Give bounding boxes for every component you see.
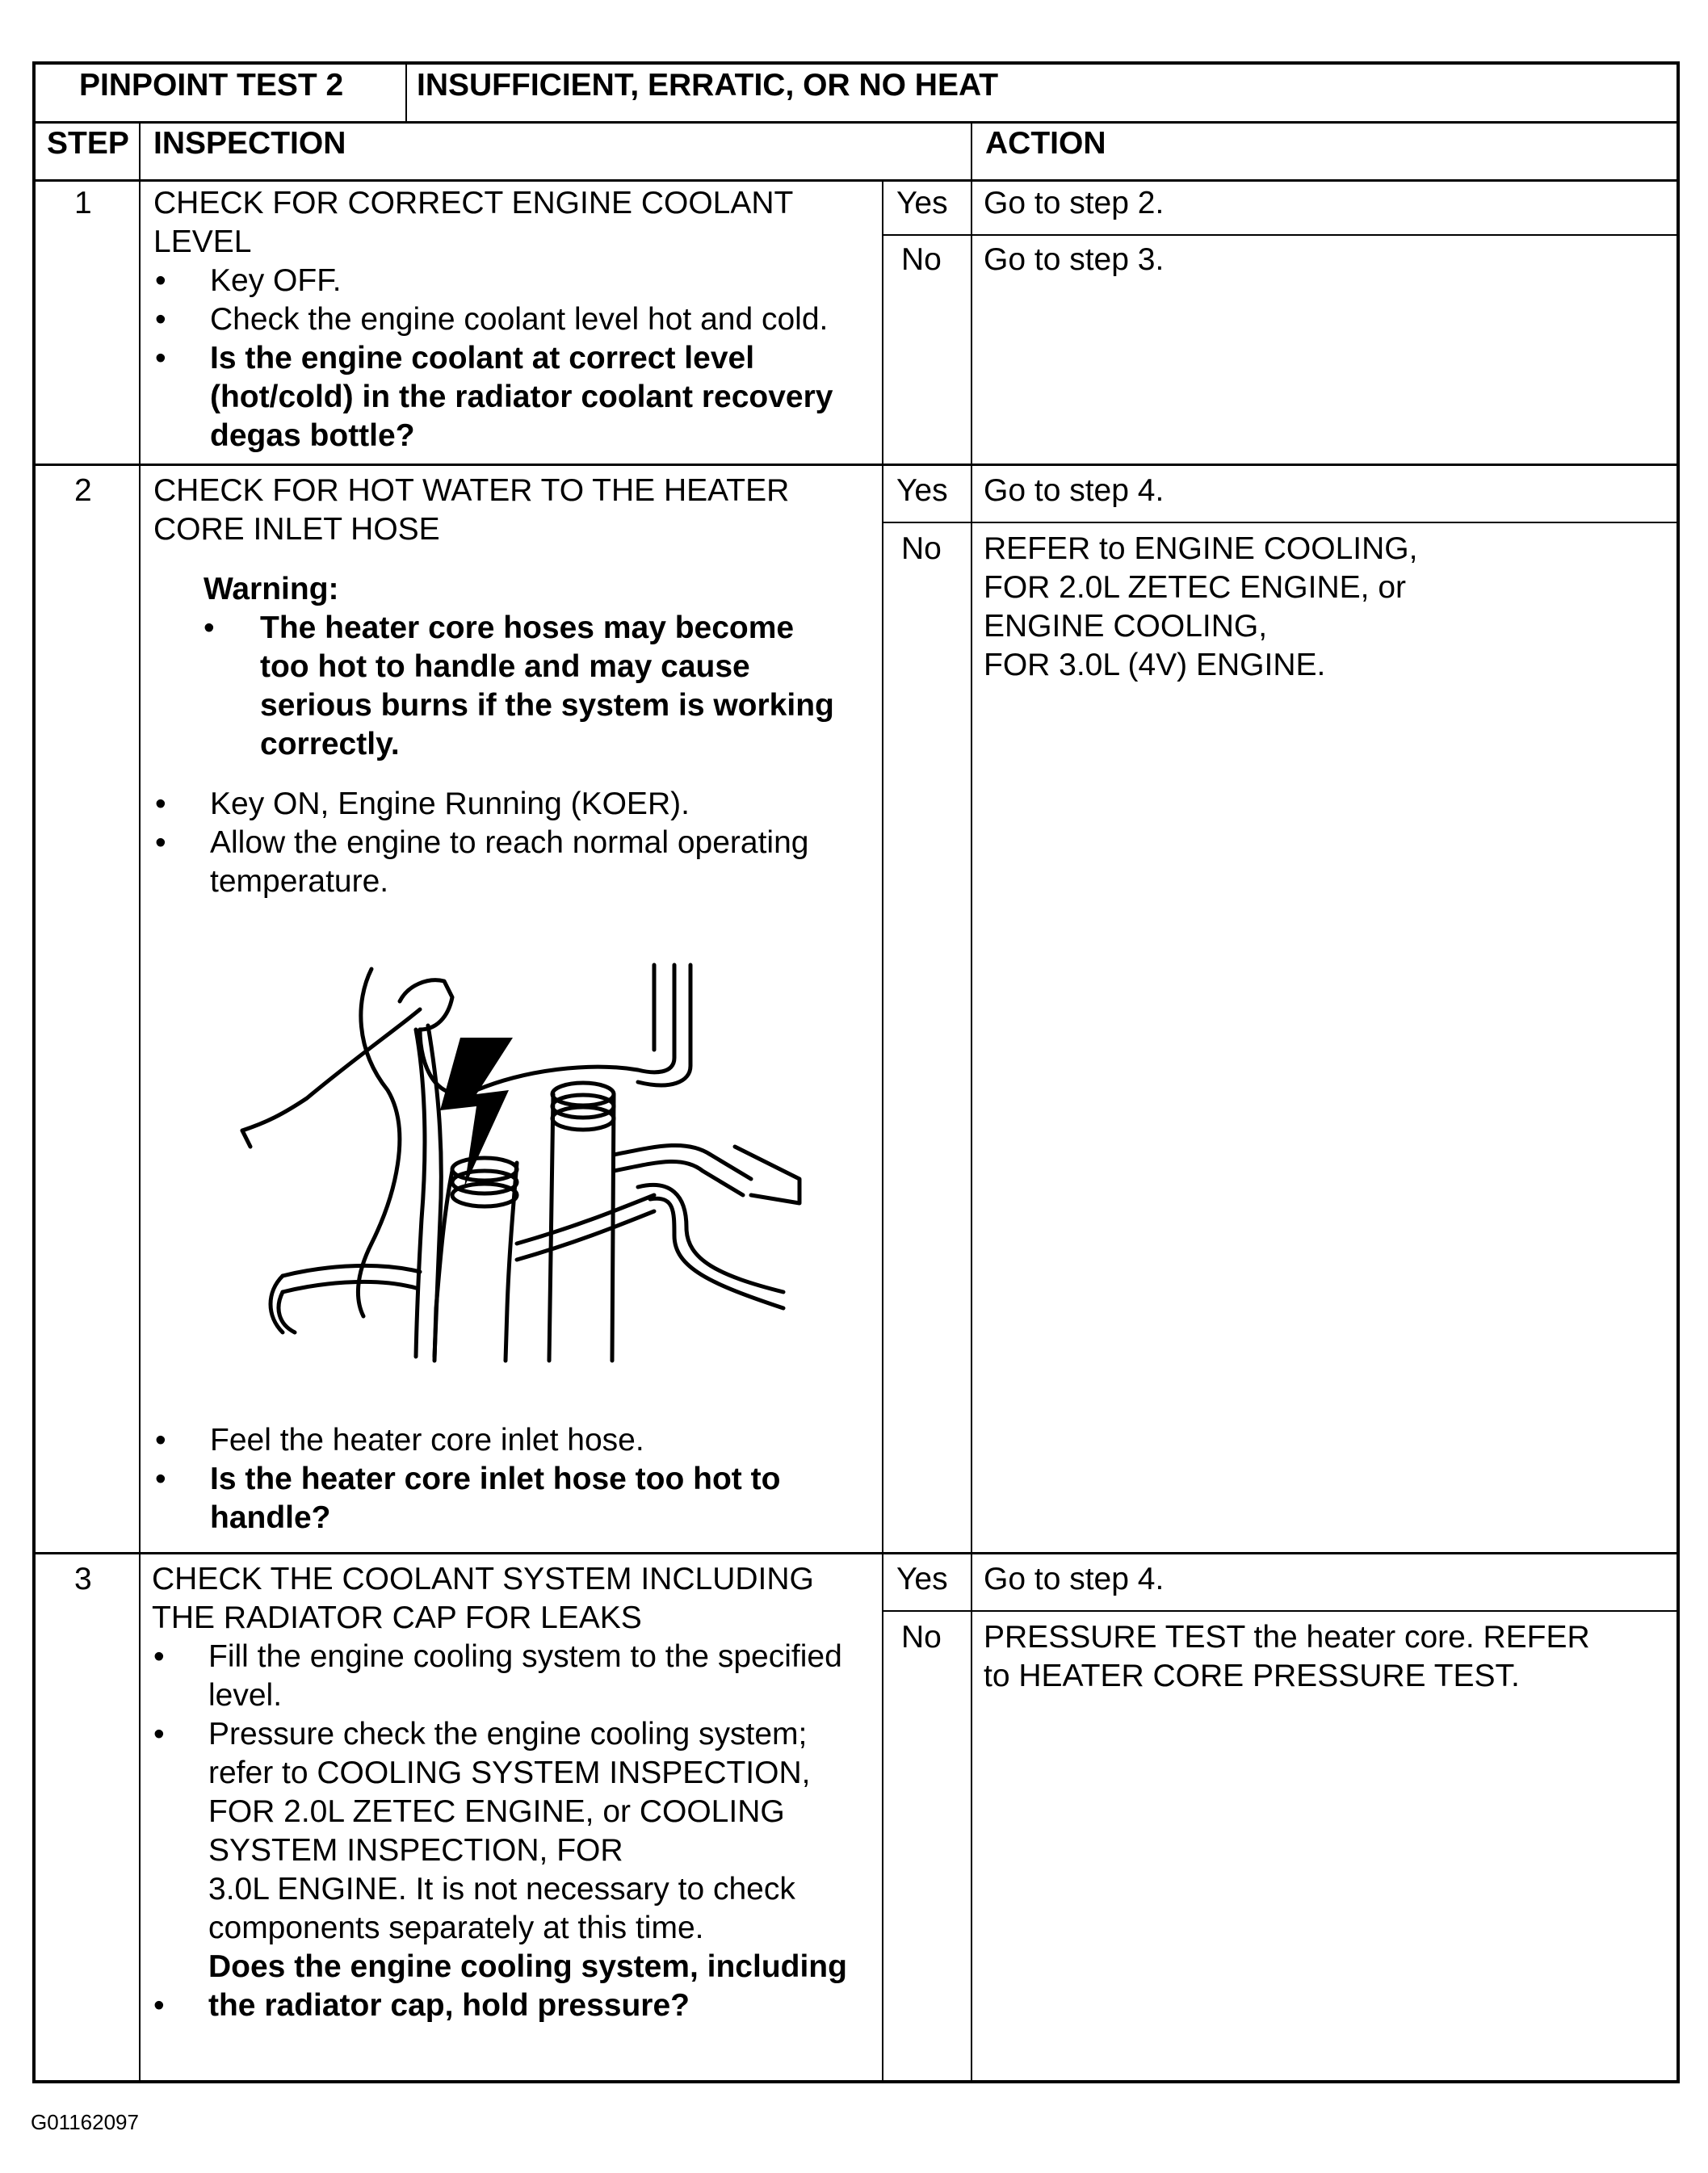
- bullet-text: Feel the heater core inlet hose.: [210, 1423, 644, 1458]
- warning-label: Warning:: [204, 572, 339, 606]
- step-title-line: THE RADIATOR CAP FOR LEAKS: [152, 1600, 642, 1635]
- step2-yes-rule: [882, 522, 1680, 523]
- no-label: No: [901, 531, 942, 566]
- bullet-icon: •: [155, 341, 166, 375]
- test-label: PINPOINT TEST 2: [79, 68, 344, 103]
- yes-action: Go to step 4.: [984, 1562, 1165, 1596]
- bullet-icon: •: [153, 1639, 165, 1674]
- bullet-icon: •: [155, 787, 166, 821]
- yes-action: Go to step 4.: [984, 473, 1165, 508]
- step2-bottom-rule: [36, 1552, 1680, 1554]
- no-label: No: [901, 242, 942, 277]
- yes-label: Yes: [896, 186, 948, 220]
- no-action: ENGINE COOLING,: [984, 609, 1268, 644]
- bullet-text: Allow the engine to reach normal operating: [210, 825, 809, 860]
- bullet-text: Fill the engine cooling system to the specified: [208, 1639, 842, 1674]
- step-number: 3: [74, 1562, 92, 1596]
- bullet-text-question: Is the heater core inlet hose too hot to: [210, 1462, 781, 1496]
- step-title-line: CHECK FOR HOT WATER TO THE HEATER: [153, 473, 790, 508]
- bullet-text: level.: [208, 1678, 283, 1713]
- question-text: the radiator cap, hold pressure?: [208, 1988, 690, 2023]
- bullet-icon: •: [153, 1988, 165, 2023]
- step-title-line: CORE INLET HOSE: [153, 512, 440, 547]
- bullet-text: Pressure check the engine cooling system;: [208, 1717, 808, 1751]
- step1-yes-rule: [882, 234, 1680, 236]
- col-action-header: ACTION: [985, 126, 1106, 161]
- yes-label: Yes: [896, 473, 948, 508]
- bullet-icon: •: [153, 1717, 165, 1751]
- warning-text: serious burns if the system is working: [260, 688, 834, 723]
- no-action: Go to step 3.: [984, 242, 1165, 277]
- warning-text: correctly.: [260, 727, 400, 761]
- step-title-line: CHECK THE COOLANT SYSTEM INCLUDING: [152, 1562, 814, 1596]
- no-action: to HEATER CORE PRESSURE TEST.: [984, 1659, 1520, 1693]
- header-rule: [36, 121, 1680, 124]
- yes-action: Go to step 2.: [984, 186, 1165, 220]
- warning-text: The heater core hoses may become: [260, 610, 795, 645]
- test-title: INSUFFICIENT, ERRATIC, OR NO HEAT: [417, 68, 999, 103]
- step-number: 2: [74, 473, 92, 508]
- step-column-rule: [139, 121, 141, 2083]
- no-action: PRESSURE TEST the heater core. REFER: [984, 1620, 1590, 1655]
- warning-text: too hot to handle and may cause: [260, 649, 750, 684]
- bullet-icon: •: [155, 1462, 166, 1496]
- bullet-text-question: degas bottle?: [210, 418, 415, 453]
- step-title-line: CHECK FOR CORRECT ENGINE COOLANT: [153, 186, 794, 220]
- heater-hose-illustration: [234, 953, 816, 1373]
- no-action: FOR 3.0L (4V) ENGINE.: [984, 648, 1326, 682]
- action-column-rule: [971, 121, 972, 2083]
- bullet-icon: •: [155, 1423, 166, 1458]
- bullet-text: temperature.: [210, 864, 389, 899]
- bullet-text: components separately at this time.: [208, 1911, 704, 1945]
- bullet-icon: •: [155, 263, 166, 298]
- no-label: No: [901, 1620, 942, 1655]
- bullet-text: Key ON, Engine Running (KOER).: [210, 787, 690, 821]
- bullet-text-question: (hot/cold) in the radiator coolant recovery: [210, 380, 833, 414]
- yes-label: Yes: [896, 1562, 948, 1596]
- step1-bottom-rule: [36, 464, 1680, 466]
- bullet-text: SYSTEM INSPECTION, FOR: [208, 1833, 623, 1868]
- step3-yes-rule: [882, 1610, 1680, 1612]
- col-inspection-header: INSPECTION: [153, 126, 346, 161]
- step-title-line: LEVEL: [153, 224, 252, 259]
- bullet-text-question: handle?: [210, 1500, 331, 1535]
- no-action: REFER to ENGINE COOLING,: [984, 531, 1418, 566]
- bullet-text: refer to COOLING SYSTEM INSPECTION,: [208, 1756, 811, 1790]
- bullet-icon: •: [155, 302, 166, 337]
- step-number: 1: [74, 186, 92, 220]
- bullet-text: Key OFF.: [210, 263, 342, 298]
- question-text: Does the engine cooling system, including: [208, 1949, 847, 1984]
- no-action: FOR 2.0L ZETEC ENGINE, or: [984, 570, 1406, 605]
- col-step-header: STEP: [47, 126, 129, 161]
- bullet-icon: •: [204, 610, 215, 645]
- bullet-text: FOR 2.0L ZETEC ENGINE, or COOLING: [208, 1794, 785, 1829]
- bullet-icon: •: [155, 825, 166, 860]
- header-divider: [405, 65, 407, 121]
- column-header-rule: [36, 179, 1680, 182]
- bullet-text-question: Is the engine coolant at correct level: [210, 341, 755, 375]
- figure-code: G01162097: [31, 2110, 139, 2134]
- bullet-text: 3.0L ENGINE. It is not necessary to check: [208, 1872, 795, 1907]
- bullet-text: Check the engine coolant level hot and cold.: [210, 302, 829, 337]
